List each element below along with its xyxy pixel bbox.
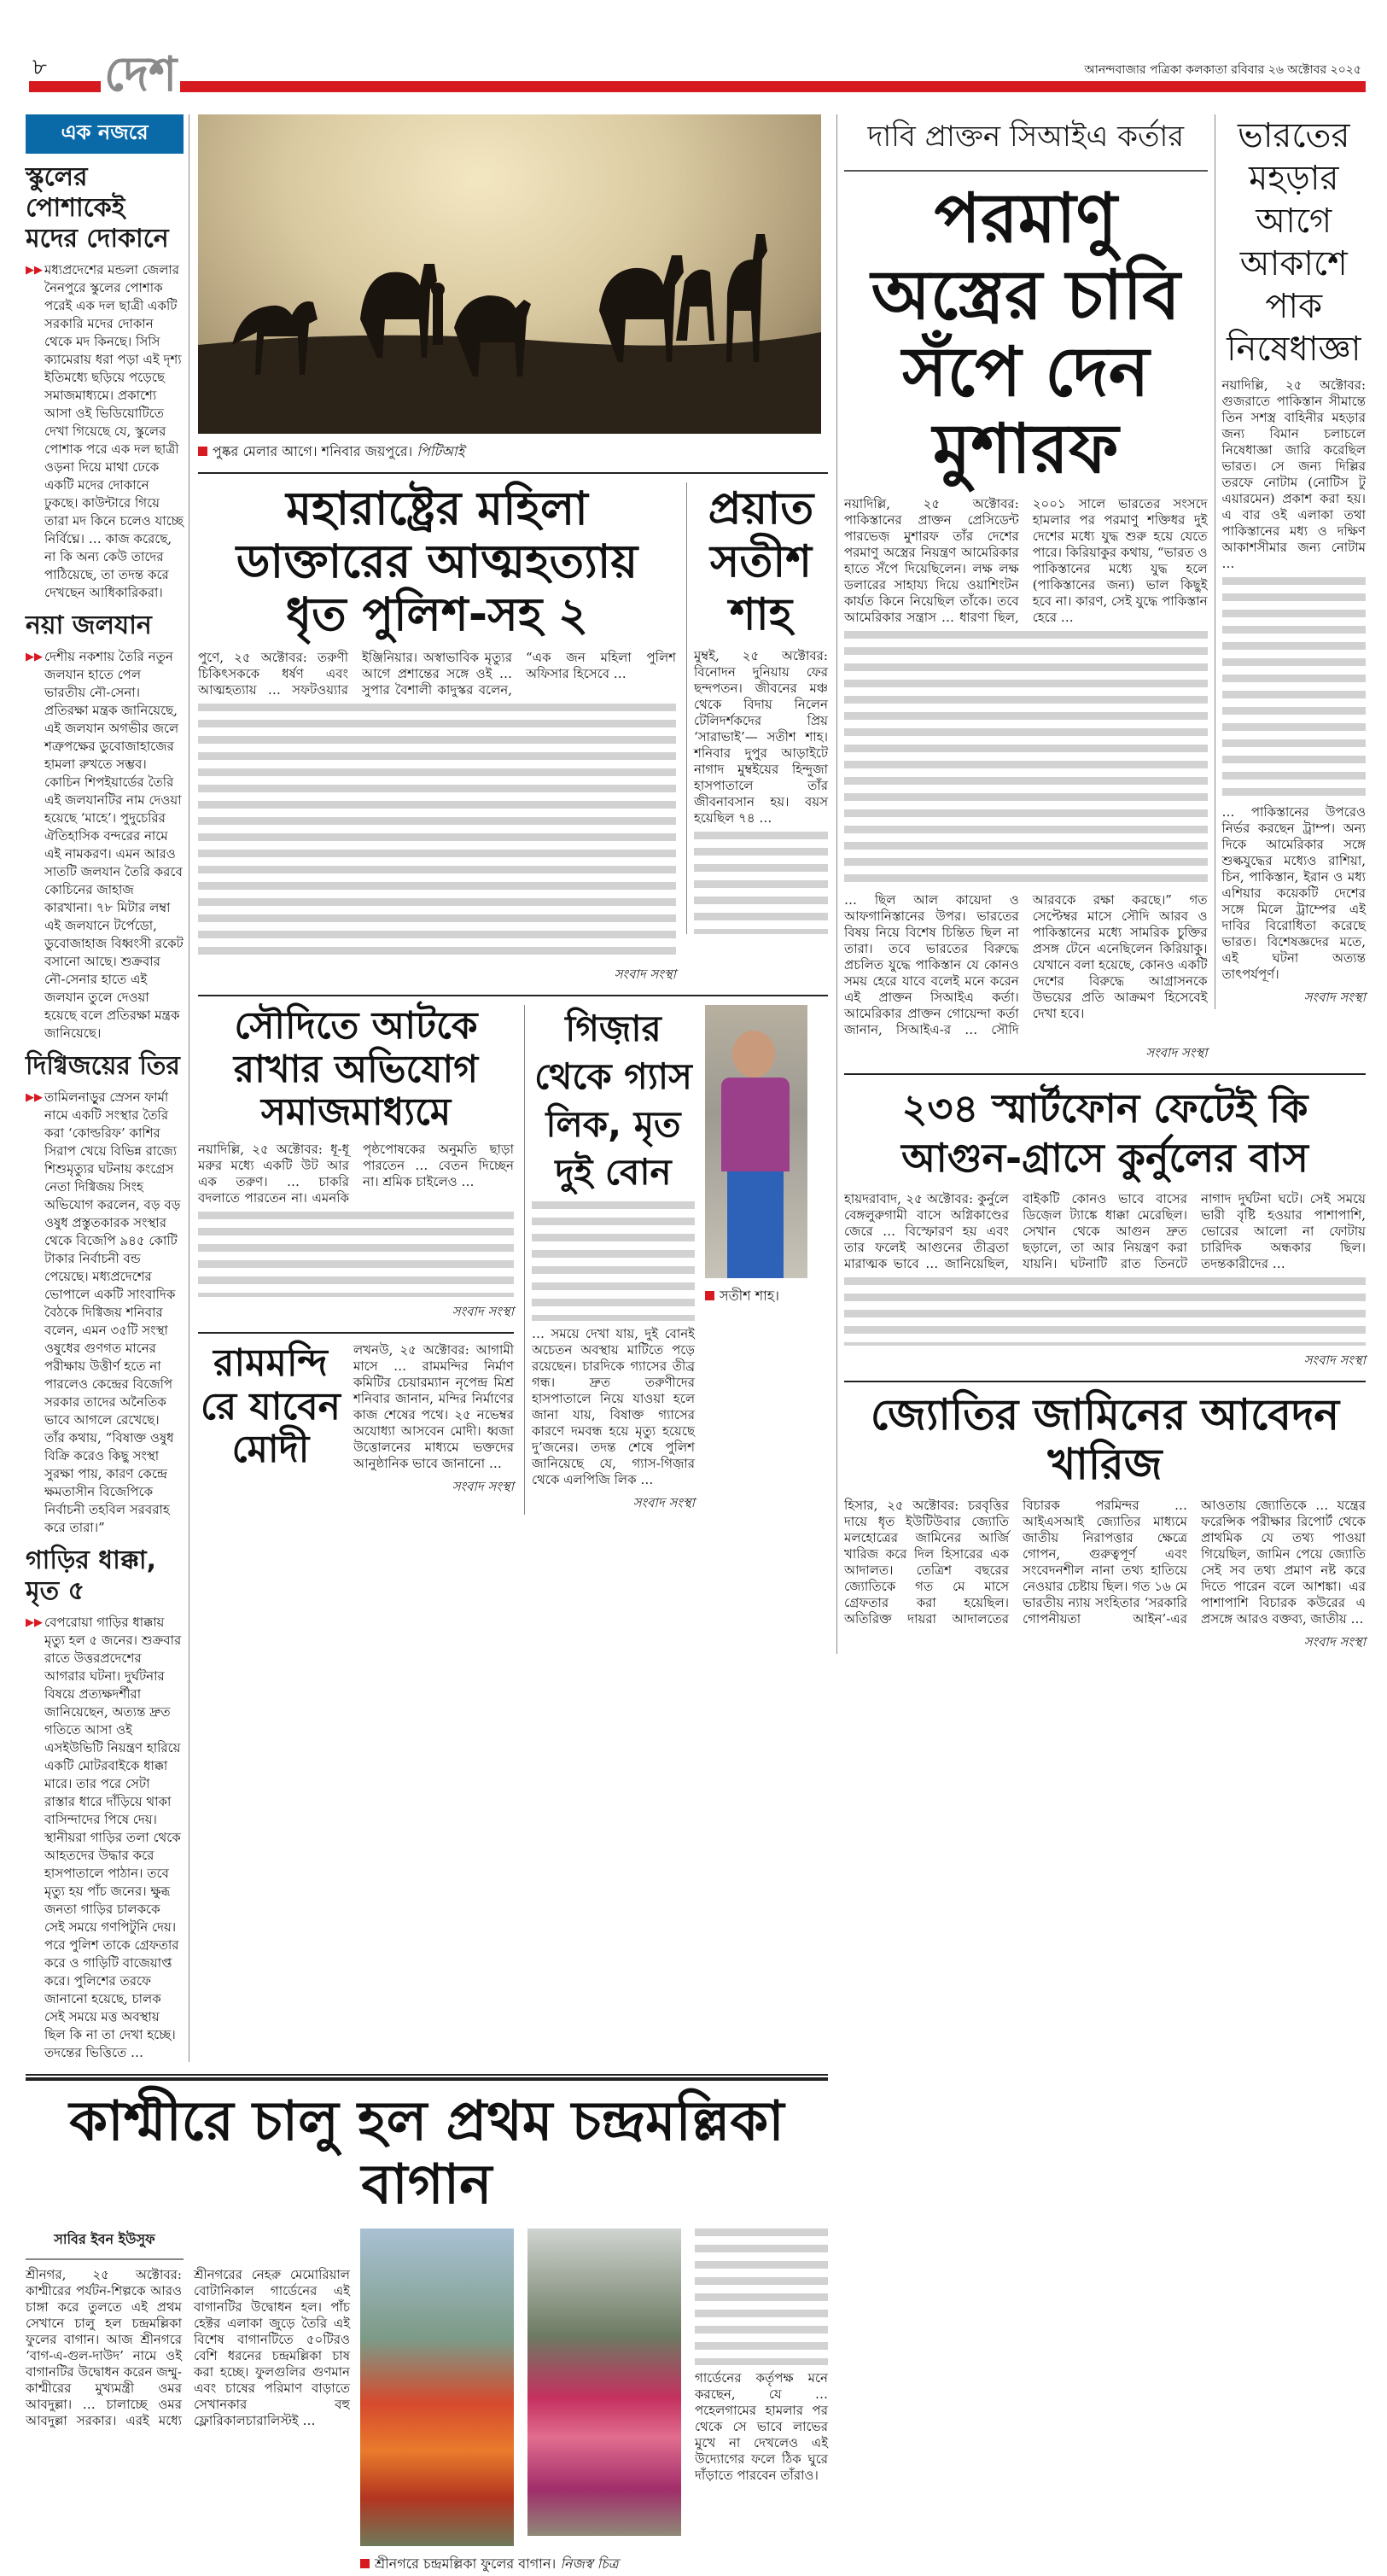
satish-photo-block xyxy=(705,1005,818,1308)
lower-middle-row xyxy=(198,1005,828,1515)
photo-credit: পিটিআই xyxy=(417,443,465,459)
brief-text-content: তামিলনাড়ুর স্রেসন ফার্মা নামে একটি সংস্থার তৈরি করা ‘কোল্ডরিফ’ কাশির সিরাপ খেয়ে বিভিন্ন রাজ্যে শিশুমৃত্যুর ঘটনায় কংগ্রেস নেতা দিগ্বিজয় সিংহ অভিযোগ করলেন, বড় বড় ওষুধ প্রস্তুতকারক সংস্থার থেকে বিজেপি ৯৪৫ কোটি টাকার নির্বাচনী বন্ড পেয়েছে। মধ্যপ্রদেশের ভোপালে একটি সাংবাদিক বৈঠকে দিগ্বিজয় শনিবার বলেন, এমন ৩৫টি সংস্থা ওষুধের গুণগত মানের পরীক্ষায় উত্তীর্ণ হতে না পারলেও কেন্দ্রের বিজেপি সরকার তাদের অনৈতিক ভাবে আগলে রেখেছে। তাঁর কথায়, “বিষাক্ত ওষুধ বিক্রি করেও কিছু সংস্থা সুরক্ষা পায়, কারণ কেন্দ্রে ক্ষমতাসীন বিজেপিকে নির্বাচনী তহবিল সরবরাহ করে তারা।” xyxy=(44,1089,181,1535)
page-number: ৮ xyxy=(32,55,47,80)
section-rule-double xyxy=(26,2074,828,2081)
caption-marker-icon xyxy=(705,1291,714,1300)
brief-headline: দিগ্বিজয়ের তির xyxy=(26,1051,180,1081)
kashmir-photo-block xyxy=(360,2228,685,2576)
musharraf-body xyxy=(844,496,1208,626)
credit: সংবাদ সংস্থা xyxy=(1303,1352,1366,1368)
header-red-bar xyxy=(29,81,1366,92)
satish-shah-headline: প্রয়াত সতীশ শাহ xyxy=(708,483,814,640)
main-photo-caption xyxy=(198,441,828,464)
brief-text-content: মধ্যপ্রদেশের মন্ডলা জেলার নৈনপুরে স্কুলের পোশাক পরেই এক দল ছাত্রী একটি সরকারি মদের দোকান থেকে মদ কিনছে। সিসি ক্যামেরায় ধরা পড়া এই দৃশ্য ইতিমধ্যে ছড়িয়ে পড়েছে সমাজমাধ্যমে। প্রকাশ্যে আসা ওই ভিডিয়োটিতে দেখা গিয়েছে যে, স্কুলের পোশাক পরে এক দল ছাত্রী ওড়না দিয়ে মাথা ঢেকে একটি মদের দোকানে ঢুকছে। কাউন্টারে গিয়ে তারা মদ কিনে চলেও যাচ্ছে নির্বিঘ্নে। … কাজ করেছে, না কি অন্য কেউ তাদের পাঠিয়েছে, তা তদন্ত করে দেখছেন আধিকারিকরা। xyxy=(44,262,184,600)
article-text: শ্রীনগর, ২৫ অক্টোবর: কাশ্মীরের পর্যটন-শিল্পকে আরও চাঙ্গা করে তুলতে এই প্রথম সেখানে চালু হল চন্দ্রমল্লিকা ফুলের বাগান। আজ শ্রীনগরে ‘বাগ-এ-গুল-দাউদ’ নামে ওই বাগানটির উদ্বোধন করেন জম্মু-কাশ্মীরের মুখ্যমন্ত্রী ওমর আবদুল্লা। … চালাচ্ছে ওমর আবদুল্লা সরকার। এরই মধ্যে শ্রীনগরের নেহরু মেমোরিয়াল বোটানিকাল গার্ডেনের এই বাগানটির উদ্বোধন হল। পাঁচ হেক্টর এলাকা জুড়ে তৈরি এই বিশেষ বাগানটিতে ৫০টিরও বেশি ধরনের চন্দ্রমল্লিকা চাষ করা হচ্ছে। ফুলগুলির গুণমান এবং চাষের পরিমাণ বাড়াতে সেখানকার বহু ফ্লোরিকালচারালিস্টই … xyxy=(26,2267,350,2429)
brief-text-content: দেশীয় নকশায় তৈরি নতুন জলযান হাতে পেল ভারতীয় নৌ-সেনা। প্রতিরক্ষা মন্ত্রক জানিয়েছে, এই জলযান অগভীর জলে শত্রুপক্ষের ডুবোজাহাজের হামলা রুখতে সম্ভব। কোচিন শিপইয়ার্ডের তৈরি এই জলযানটির নাম দেওয়া হয়েছে ‘মাহে’। পুদুচেরির ঐতিহাসিক বন্দরের নামে এই নামকরণ। এমন আরও সাতটি জলযান তৈরি করবে কোচিনের জাহাজ কারখানা। ৭৮ মিটার লম্বা এই জলযানে টর্পেডো, ডুবোজাহাজ বিধ্বংসী রকেট বসানো আছে। শুক্রবার নৌ-সেনার হাতে এই জলযান তুলে দেওয়া হয়েছে বলে প্রতিরক্ষা মন্ত্রক জানিয়েছে। xyxy=(44,649,184,1041)
body-text-continued xyxy=(694,832,828,934)
caption-marker-icon xyxy=(198,447,207,456)
ram-mandir-headline: রামমন্দিরে যাবেন মোদী xyxy=(201,1341,341,1472)
kashmir-body-end xyxy=(695,2370,828,2484)
body-text-continued xyxy=(695,2228,828,2365)
brief-text xyxy=(26,648,184,1043)
bullet-arrow-icon: ▶▶ xyxy=(26,1616,43,1629)
article-text: লখনউ, ২৫ অক্টোবর: আগামী মাসে … রামমন্দির নির্মাণ কমিটির চেয়ারম্যান নৃপেন্দ্র মিশ্র শনিবার জানান, মন্দির নির্মাণের কাজ শেষের পথে। ২৫ নভেম্বর অযোধ্যা আসবেন মোদী। ধ্বজা উত্তোলনের মাধ্যমে ভক্তদের আনুষ্ঠানিক ভাবে জানানো … xyxy=(353,1342,514,1472)
body-text-continued xyxy=(1222,577,1366,799)
kashmir-text-block xyxy=(26,2228,350,2429)
article-text: হায়দরাবাদ, ২৫ অক্টোবর: কুর্নুলে বেঙ্গলুরুগামী বাসে অগ্নিকাণ্ডের জেরে … বিস্ফোরণ হয় এবং তার ফলেই আগুনের তীব্রতা মারাত্মক ভাবে … জানিয়েছিল, বাইকটি কোনও ভাবে বাসের ডিজ়েল ট্যাঙ্কে ধাক্কা মেরেছিল। সেখান থেকে আগুন দ্রুত ছড়ালে, তা আর নিয়ন্ত্রণ করা যায়নি। ঘটনাটি রাত তিনটে নাগাদ দুর্ঘটনা ঘটে। সেই সময়ে ভারী বৃষ্টি হওয়ার পাশাপাশি, ভোরের আলো না ফোটায় চারিদিক অন্ধকার ছিল। তদন্তকারীদের … xyxy=(844,1191,1366,1271)
article-text: … পাকিস্তানের উপরেও নির্ভর করছেন ট্রাম্প। অন্য দিকে আমেরিকার সঙ্গে শুল্কযুদ্ধের মধ্যেও রাশিয়া, চিন, পাকিস্তান, ইরান ও মধ্য এশিয়ার কয়েকটি দেশের সঙ্গে মিলে ট্রাম্পের এই দাবির বিরোধিতা করেছে ভারত। বিশেষজ্ঞদের মতে, এই ঘটনা অত্যন্ত তাৎপর্যপূর্ণ। xyxy=(1221,804,1366,982)
airspace-body-end xyxy=(1222,804,1366,983)
body-text-continued xyxy=(844,1277,1366,1346)
credit: সংবাদ সংস্থা xyxy=(1145,1045,1208,1060)
ram-mandir-body xyxy=(353,1342,514,1472)
camel-fair-photo xyxy=(198,114,821,434)
credit: সংবাদ সংস্থা xyxy=(614,967,676,983)
brief-item xyxy=(26,154,184,602)
kashmir-story xyxy=(26,2228,828,2576)
brief-text xyxy=(26,261,184,602)
jyoti-body xyxy=(844,1498,1366,1627)
geyser-headline: গিজ়ার থেকে গ্যাস লিক, মৃত দুই বোন xyxy=(534,1008,692,1194)
brief-text xyxy=(26,1089,184,1537)
section-rule xyxy=(844,1381,1366,1382)
article-text: নয়াদিল্লি, ২৫ অক্টোবর: গুজরাতে পাকিস্তান সীমান্তে তিন সশস্ত্র বাহিনীর মহড়ার জন্য বিমান চলাচলে নিষেধাজ্ঞা জারি করেছিল ভারত। সে জন্য দিল্লির তরফে নোটাম (নোটিস টু এয়ারমেন) প্রকাশ করা হয়। এ বার ওই এলাকা তথা পাকিস্তানের মধ্য ও দক্ষিণ আকাশসীমার জন্য নোটাম … xyxy=(1221,377,1366,571)
upper-left-area xyxy=(26,114,828,2062)
brief-text xyxy=(26,1614,184,2062)
kashmir-byline: সাবির ইবন ইউসুফ xyxy=(26,2228,184,2260)
kurnool-body xyxy=(844,1191,1366,1272)
credit: সংবাদ সংস্থা xyxy=(452,1479,514,1495)
article-text: নয়াদিল্লি, ২৫ অক্টোবর: পাকিস্তানের প্রাক্তন প্রেসিডেন্ট পারভেজ় মুশারফ তাঁর দেশের পরমাণু অস্ত্রের নিয়ন্ত্রণ আমেরিকার হাতে সঁপে দিয়েছিলেন। লক্ষ লক্ষ ডলারের সাহায্য দিয়ে ওয়াশিংটন কার্যত কিনে নিয়েছিল তাঁকে। তবে আমেরিকার সন্ত্রাস … ধারণা ছিল, ২০০১ সালে ভারতের সংসদে হামলার পর পরমাণু শক্তিধর দুই দেশের মধ্যে যুদ্ধ শুরু হয়ে যেতে পারে। কিরিয়াকুর কথায়, “ভারত ও পাকিস্তানের মধ্যে যুদ্ধ হলে (পাকিস্তানের জন্য) ভাল কিছুই হবে না। কারণ, সেই যুদ্ধে পাকিস্তান হেরে … xyxy=(844,496,1208,625)
satish-shah-photo xyxy=(705,1005,807,1278)
saudi-body xyxy=(198,1142,514,1206)
sidebar-at-a-glance xyxy=(26,114,189,2062)
section-rule xyxy=(198,472,828,474)
airspace-body xyxy=(1222,377,1366,572)
brief-text-content: বেপরোয়া গাড়ির ধাক্কায় মৃত্যু হল ৫ জনের। শুক্রবার রাতে উত্তরপ্রদেশের আগরার ঘটনা। দুর্ঘটনার বিষয়ে প্রত্যক্ষদর্শীরা জানিয়েছেন, অত্যন্ত দ্রুত গতিতে আসা ওই এসইউভিটি নিয়ন্ত্রণ হারিয়ে একটি মোটরবাইকে ধাক্কা মারে। তার পরে সেটা রাস্তার ধারে দাঁড়িয়ে থাকা বাসিন্দাদের পিষে দেয়। স্থানীয়রা গাড়ির তলা থেকে আহতদের উদ্ধার করে হাসপাতালে পাঠান। তবে মৃত্যু হয় পাঁচ জনের। ক্ষুব্ধ জনতা গাড়ির চালককে সেই সময়ে গণপিটুনি দেয়। পরে পুলিশ তাকে গ্রেফতার করে ও গাড়িটি বাজেয়াপ্ত করে। পুলিশের তরফে জানানো হয়েছে, চালক সেই সময়ে মত্ত অবস্থায় ছিল কি না তা দেখা হচ্ছে। তদন্তের ভিত্তিতে … xyxy=(44,1615,182,2060)
saudi-rammandir-stack xyxy=(198,1005,514,1498)
caption-text: সতীশ শাহ। xyxy=(720,1288,779,1305)
edition-line: আনন্দবাজার পত্রিকা কলকাতা রবিবার ২৬ অক্টোবর ২০২৫ xyxy=(1084,63,1361,77)
kurnool-story xyxy=(844,1084,1366,1372)
camel-silhouettes-graphic xyxy=(198,114,821,434)
kashmir-end-block xyxy=(695,2228,828,2484)
brief-headline: নয়া জলযান xyxy=(26,610,152,640)
credit: সংবাদ সংস্থা xyxy=(452,1304,514,1320)
body-text-continued xyxy=(198,704,676,960)
article-text: মুম্বই, ২৫ অক্টোবর: বিনোদন দুনিয়ায় ফের ছন্দপতন। জীবনের মঞ্চ থেকে বিদায় নিলেন টেলিদর্শকদের প্রিয় ‘সারাভাই’— সতীশ শাহ। শনিবার দুপুর আড়াইটে নাগাদ মুম্বইয়ের হিন্দুজা হাসপাতালে তাঁর জীবনাবসান হয়। বয়স হয়েছিল ৭৪ … xyxy=(694,648,828,826)
section-logo: দেশ xyxy=(101,48,180,102)
jyoti-headline: জ্যোতির জামিনের আবেদন খারিজ xyxy=(870,1390,1340,1489)
kashmir-photos xyxy=(360,2228,685,2546)
body-text-continued xyxy=(198,1212,514,1297)
body-text-continued xyxy=(844,631,1208,887)
body-text-continued xyxy=(532,1201,695,1321)
flower-garden-photo-1 xyxy=(360,2228,514,2546)
musharraf-airspace-row xyxy=(844,114,1366,1065)
middle-area xyxy=(198,114,828,1515)
article-text: পুণে, ২৫ অক্টোবর: তরুণী চিকিৎসককে ধর্ষণ এবং আত্মহত্যায় … সফটওয়্যার ইঞ্জিনিয়ার। অস্বাভাবিক মৃত্যুর আগে প্রশান্তের সঙ্গে ওই … সুপার বৈশালী কাদুস্কর বলেন, “এক জন মহিলা পুলিশ অফিসার হিসেবে … xyxy=(198,650,676,698)
article-text: হিসার, ২৫ অক্টোবর: চরবৃত্তির দায়ে ধৃত ইউটিউবার জ্যোতি মলহোত্রের জামিনের আর্জি খারিজ করে দিল হিসারের এক আদালত। তেত্রিশ বছরের জ্যোতিকে গত মে মাসে গ্রেফতার করা হয়েছিল। অতিরিক্ত দায়রা আদালতের বিচারক পরমিন্দর … আইএসআই জ্যোতির মাধ্যমে জাতীয় নিরাপত্তার ক্ষেত্রে গোপন, গুরুত্বপূর্ণ এবং সংবেদনশীল নানা তথ্য হাতিয়ে নেওয়ার চেষ্টায় ছিল। গত ১৬ মে ভারতীয় ন্যায় সংহিতার ‘সরকারি গোপনীয়তা আইন’-এর আওতায় জ্যোতিকে … যন্ত্রের ফরেন্সিক পরীক্ষার রিপোর্ট থেকে প্রাথমিক যে তথ্য পাওয়া গিয়েছিল, জামিন পেয়ে জ্যোতি সেই সব তথ্য প্রমাণ নষ্ট করে দিতে পারেন বলে আশঙ্কা। এর পাশাপাশি বিচারক কউরের এ প্রসঙ্গে আরও বক্তব্য, জাতীয় … xyxy=(844,1498,1366,1627)
jyoti-story xyxy=(844,1391,1366,1654)
kashmir-headline: কাশ্মীরে চালু হল প্রথম চন্দ্রমল্লিকা বাগান xyxy=(69,2090,784,2217)
satish-photo-caption xyxy=(705,1285,818,1308)
geyser-story xyxy=(524,1005,695,1515)
brief-item xyxy=(26,602,184,1043)
left-area xyxy=(26,114,828,2576)
credit: সংবাদ সংস্থা xyxy=(1303,990,1366,1005)
brief-item xyxy=(26,1537,184,2062)
bullet-arrow-icon: ▶▶ xyxy=(26,264,43,277)
geyser-body xyxy=(532,1326,695,1488)
musharraf-headline: পরমাণু অস্ত্রের চাবি সঁপে দেন মুশারফ xyxy=(871,178,1180,488)
musharraf-story xyxy=(844,114,1208,1065)
bullet-arrow-icon: ▶▶ xyxy=(26,651,43,663)
caption-text: পুষ্কর মেলার আগে। শনিবার জয়পুরে। xyxy=(213,443,413,459)
section-rule xyxy=(198,1332,514,1334)
article-text: নয়াদিল্লি, ২৫ অক্টোবর: ধূ-ধূ মরুর মধ্যে একটি উট আর এক তরুণ। … চাকরি বদলাতে পারতেন না। এমনকি পৃষ্ঠপোষকের অনুমতি ছাড়া পারতেন … বেতন দিচ্ছেন না। শ্রমিক চাইলেও … xyxy=(198,1142,514,1206)
article-text: … সময়ে দেখা যায়, দুই বোনই অচেতন অবস্থায় মাটিতে পড়ে রয়েছেন। চারদিকে গ্যাসের তীব্র গন্ধ। দ্রুত তরুণীদের হাসপাতালে নিয়ে যাওয়া হলে জানা যায়, বিষাক্ত গ্যাসের কারণে দমবন্ধ হয়ে মৃত্যু হয়েছে দু’জনের। তদন্ত শেষে পুলিশ জানিয়েছে যে, গ্যাস-গিজ়ার থেকে এলপিজি লিক … xyxy=(532,1326,695,1488)
article-text: গার্ডেনের কর্তৃপক্ষ মনে করছেন, যে … পহেলগামের হামলার পর থেকে সে ভাবে লাভের মুখে না দেখলেও এই উদ্যোগের ফলে ঠিক ঘুরে দাঁড়াতে পারবেন তাঁরাও। xyxy=(695,2370,828,2484)
kashmir-photo-caption xyxy=(360,2553,685,2576)
right-area xyxy=(836,114,1366,1654)
section-rule xyxy=(844,1073,1366,1075)
maharashtra-body xyxy=(198,650,676,698)
kurnool-headline: ২৩৪ স্মার্টফোন ফেটেই কি আগুন-গ্রাসে কুর্নুলের বাস xyxy=(901,1085,1308,1181)
brief-headline: গাড়ির ধাক্কা, মৃত ৫ xyxy=(26,1545,156,1606)
ram-mandir-text xyxy=(353,1342,514,1498)
article-text: … ছিল আল কায়েদা ও আফগানিস্তানের উপর। ভারতের বিষয় নিয়ে বিশেষ চিন্তিত ছিল না তারা। তবে ভারতের বিরুদ্ধে প্রচলিত যুদ্ধে পাকিস্তান যে কোনও সময় হেরে যাবে বলেই মনে করেন এই প্রাক্তন সিআইএ কর্তা। আমেরিকার প্রাক্তন গোয়েন্দা কর্তা জানান, সিআইএ-র … সৌদি আরবকে রক্ষা করছে।” গত সেপ্টেম্বর মাসে সৌদি আরব ও পাকিস্তানের মধ্যে সামরিক চুক্তির প্রসঙ্গ টেনে এনেছিলেন কিরিয়াকু। যেখানে বলা হয়েছে, কোনও একটি দেশের বিরুদ্ধে আগ্রাসনকে উভয়ের প্রতি আক্রমণ হিসেবেই দেখা হবে। xyxy=(844,892,1208,1037)
maharashtra-satish-row xyxy=(198,482,828,986)
brief-headline: স্কুলের পোশাকেই মদের দোকানে xyxy=(26,162,169,254)
maharashtra-story xyxy=(198,482,676,986)
ram-mandir-story xyxy=(198,1342,514,1498)
section-rule xyxy=(198,995,828,996)
musharraf-kicker: দাবি প্রাক্তন সিআইএ কর্তার xyxy=(844,114,1208,172)
credit: সংবাদ সংস্থা xyxy=(1303,1634,1366,1650)
caption-text: শ্রীনগরে চন্দ্রমল্লিকা ফুলের বাগান। xyxy=(375,2556,557,2573)
saudi-headline: সৌদিতে আটকে রাখার অভিযোগ সমাজমাধ্যমে xyxy=(233,1004,479,1135)
flower-garden-photo-2 xyxy=(527,2228,681,2536)
airspace-headline: ভারতের মহড়ার আগে আকাশে পাক নিষেধাজ্ঞা xyxy=(1227,116,1361,369)
satish-shah-body xyxy=(694,648,828,827)
bullet-arrow-icon: ▶▶ xyxy=(26,1091,43,1104)
caption-marker-icon xyxy=(360,2559,370,2568)
page-body xyxy=(26,114,1366,2576)
credit: সংবাদ সংস্থা xyxy=(632,1495,695,1511)
kashmir-body xyxy=(26,2267,350,2429)
musharraf-body-end xyxy=(844,892,1208,1038)
brief-item xyxy=(26,1043,184,1537)
sidebar-title: এক নজরে xyxy=(26,114,184,154)
photo-credit: নিজস্ব চিত্র xyxy=(560,2556,619,2573)
satish-shah-story xyxy=(686,482,828,934)
maharashtra-headline: মহারাষ্ট্রের মহিলা ডাক্তারের আত্মহত্যায় ধৃত পুলিশ-সহ ২ xyxy=(236,482,638,642)
airspace-story xyxy=(1215,114,1366,1009)
